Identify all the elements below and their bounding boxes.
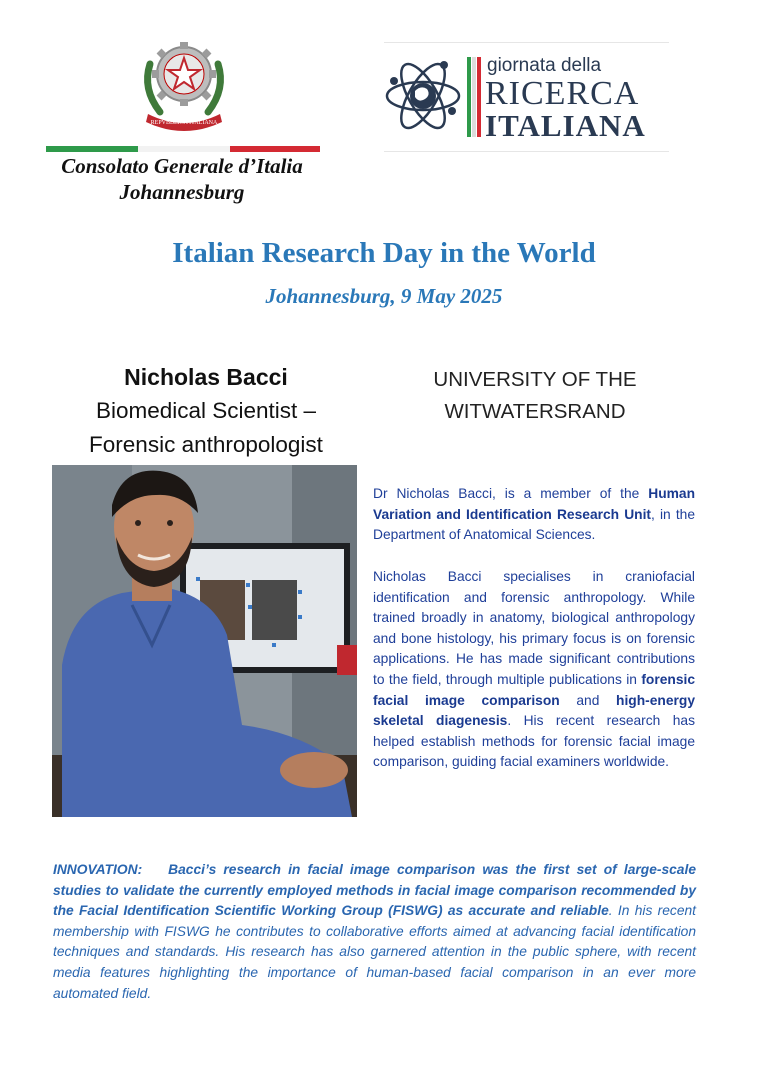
flag-stripe-green xyxy=(46,146,138,152)
tricolour-bars-icon xyxy=(467,57,481,137)
bio-p1-text-c: , in the Department of Anatomical Sciences. xyxy=(373,506,695,543)
bio-p2-text-e: . His recent research has helped establish methods for forensic facial image comparison, guiding facial examiners worldwide. xyxy=(373,713,695,770)
bio-p1-research-unit: Human Variation and Identification Research Unit xyxy=(373,486,695,522)
logo-text-italiana: ITALIANA xyxy=(485,108,646,143)
university-name xyxy=(400,364,670,428)
bio-p2-highlight-facial: forensic facial image comparison xyxy=(373,671,695,708)
bio-p1-text-a: Dr Nicholas Bacci, is a member of the xyxy=(373,486,649,501)
bio-paragraph-2 xyxy=(373,567,695,773)
consulate-name xyxy=(40,153,324,205)
flag-stripe-red xyxy=(230,146,320,152)
italian-republic-emblem xyxy=(138,34,230,134)
innovation-paragraph xyxy=(53,860,696,1004)
logo-text-small: giornata della xyxy=(487,55,602,76)
atom-globe-icon xyxy=(384,51,462,141)
consulate-name-line2: Johannesburg xyxy=(119,180,245,204)
event-subtitle: Johannesburg, 9 May 2025 xyxy=(265,284,503,308)
portrait-photo xyxy=(52,465,357,817)
logo-text-ricerca: RICERCA xyxy=(485,75,640,112)
emblem-ribbon-text: REPVBBLICA ITALIANA xyxy=(150,120,218,126)
bio-paragraph-1 xyxy=(373,484,695,546)
research-day-logo xyxy=(384,42,669,152)
bio-p2-text-a: Nicholas Bacci specialises in craniofacial identification and forensic anthropology. While trained broadly in anatomy, biological anthropology and bone histology, his primary focus is on forensic applications. He has made significant contributions to the field, through multiple publications in xyxy=(373,569,695,687)
bio-p2-highlight-diagenesis: high-energy skeletal diagenesis xyxy=(373,692,695,729)
consulate-name-line1: Consolato Generale d’Italia xyxy=(61,154,303,178)
flag-stripe-white xyxy=(138,146,230,152)
innovation-rest-text: . In his recent membership with FISWG he contributes to collaborative efforts aimed at advancing facial identification techniques and standards. His research has also garnered attention in the public sphere, with recent media features highlighting the importance of human-based facial comparison in an ever more automated field. xyxy=(53,903,696,1001)
bio-p2-text-c: and xyxy=(559,692,617,708)
innovation-label: INNOVATION: xyxy=(53,862,143,877)
university-line2: WITWATERSRAND xyxy=(444,400,626,423)
innovation-bold-text: Bacci’s research in facial image comparison was the first set of large-scale studies to validate the currently employed methods in facial image comparison recommended by the Facial Identification Scientific Working Group (FISWG) as accurate and reliable xyxy=(53,862,696,919)
person-role-line2: Forensic anthropologist xyxy=(89,432,323,457)
person-role-line1: Biomedical Scientist – xyxy=(95,398,317,423)
university-line1: UNIVERSITY OF THE xyxy=(433,368,637,391)
person-name: Nicholas Bacci xyxy=(124,364,288,390)
event-title: Italian Research Day in the World xyxy=(172,237,596,269)
